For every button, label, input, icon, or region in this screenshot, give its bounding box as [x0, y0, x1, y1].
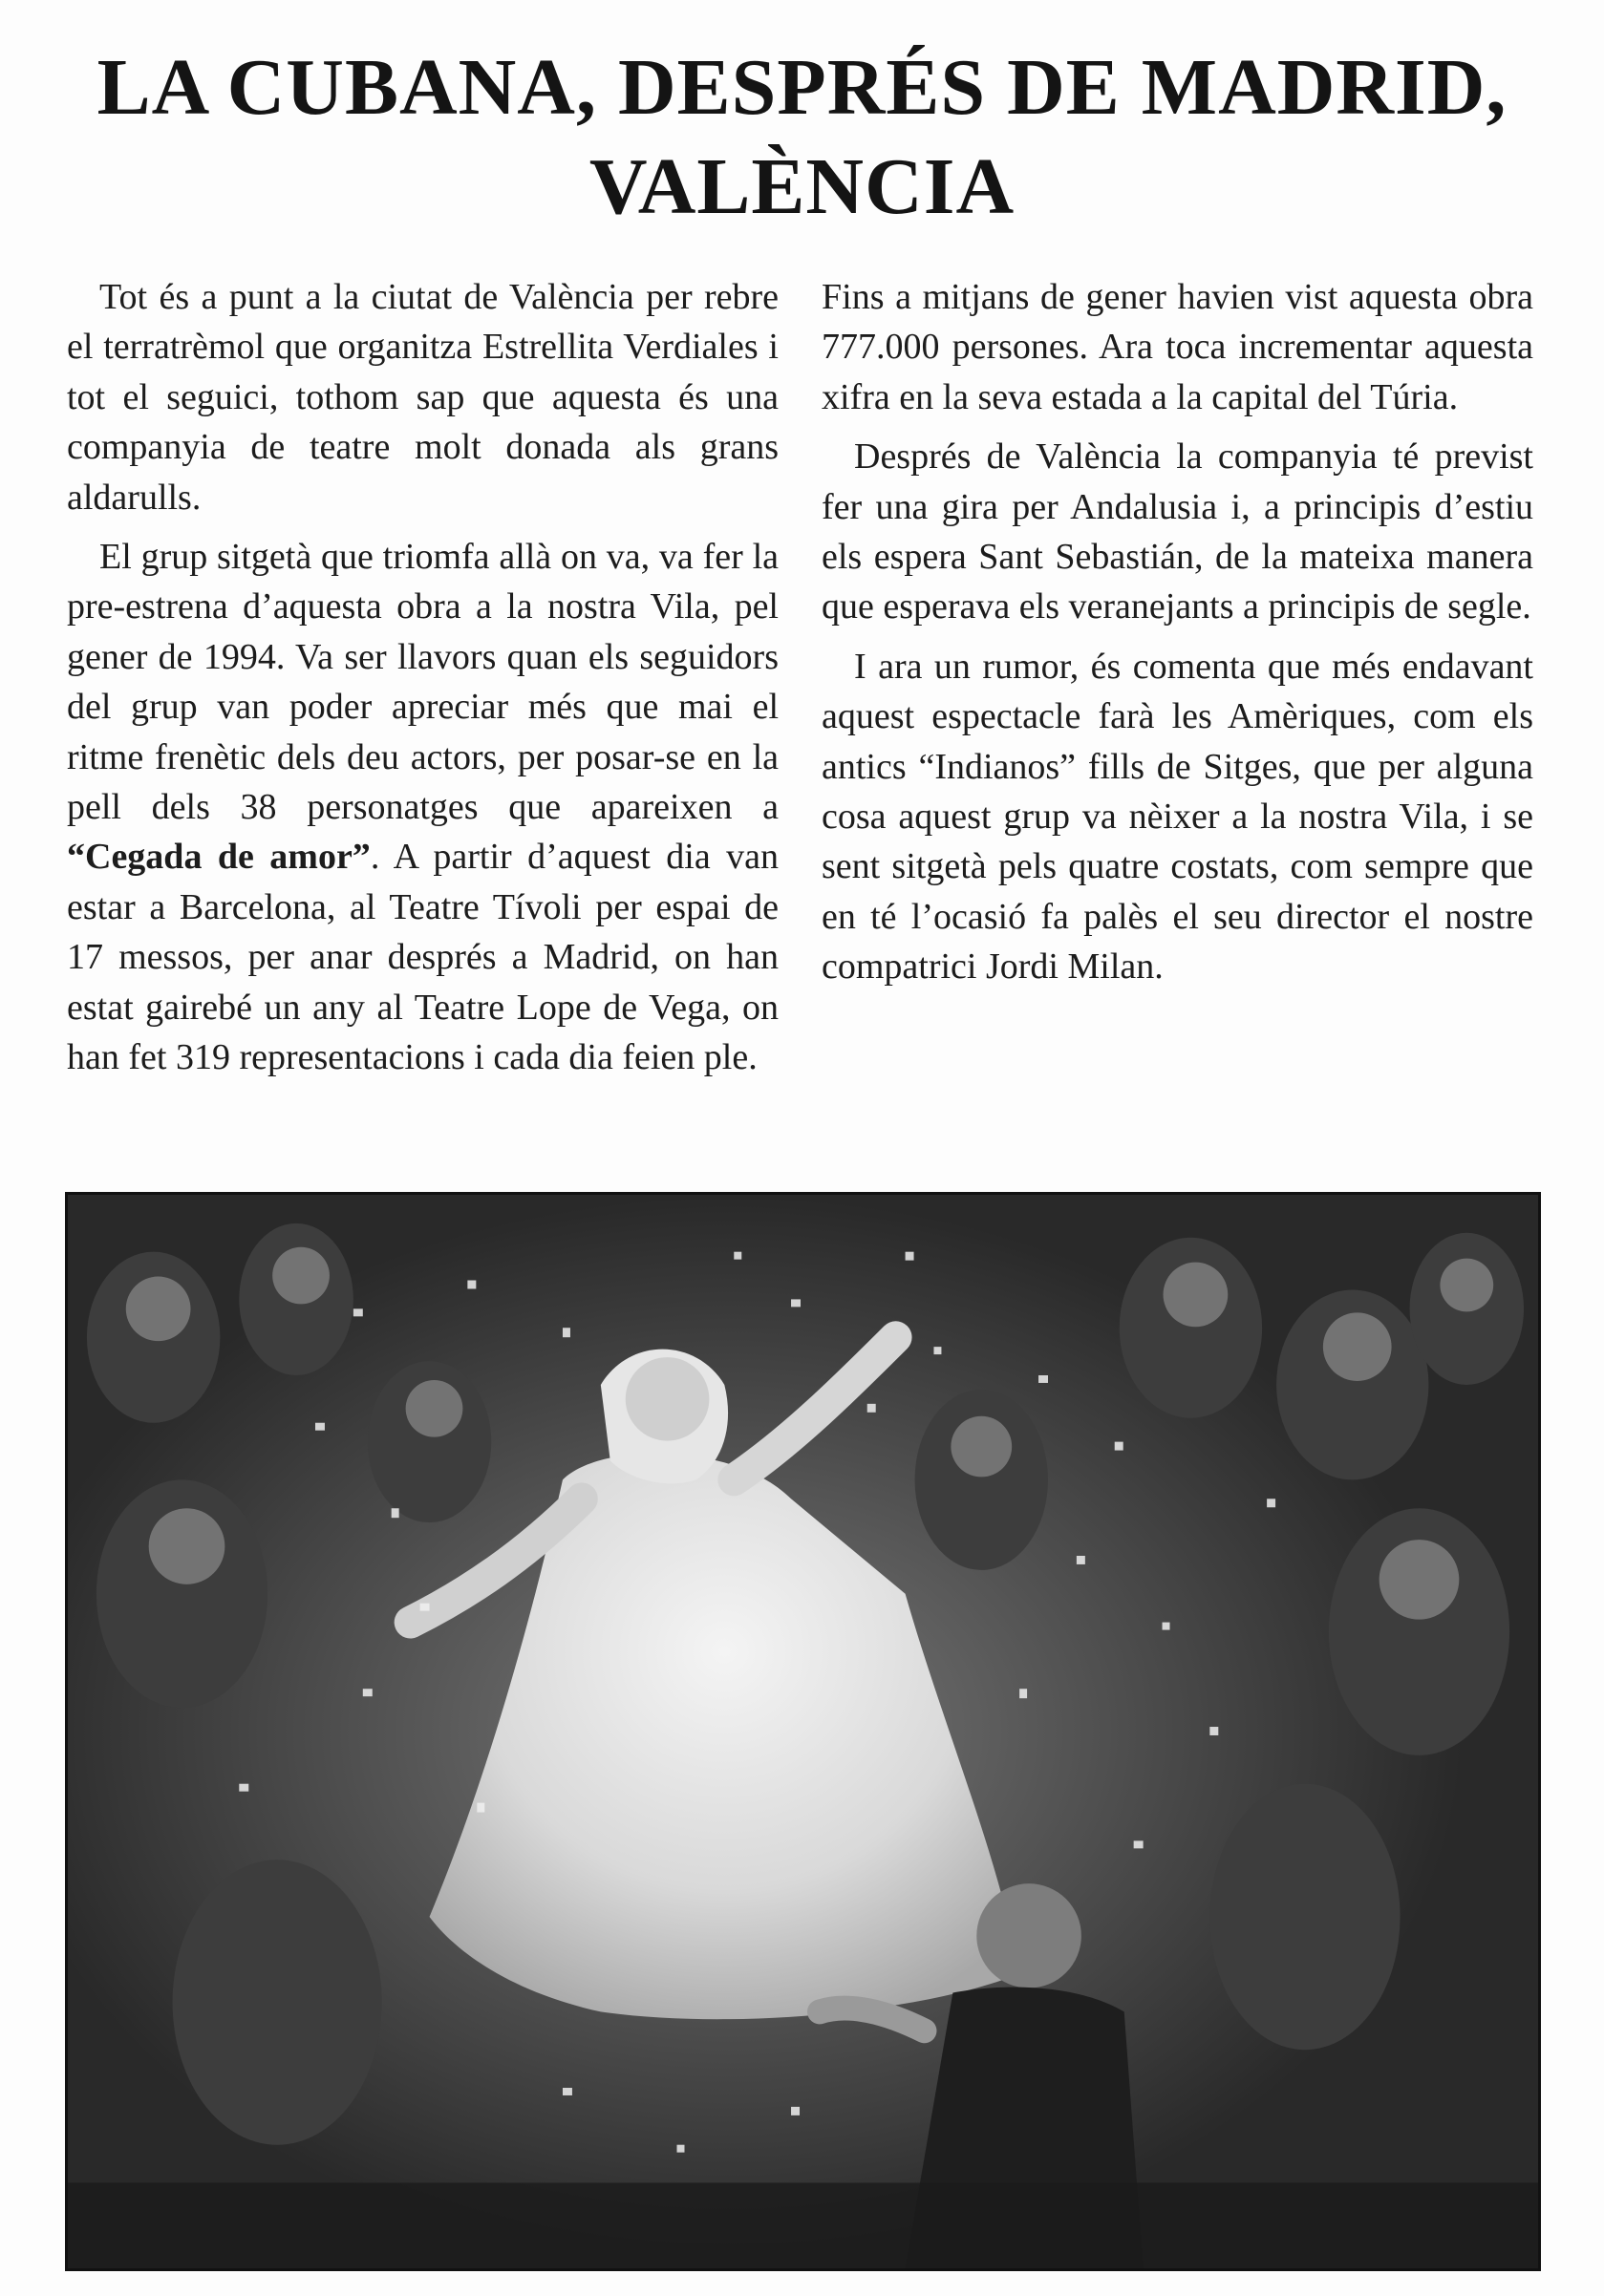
left-paragraph-1: Tot és a punt a la ciutat de València per rebre el terratrèmol que organitza Estrellita Verdiales i tot el seguici, tothom sap que aquesta és una companyia de teatre molt donada als grans aldarulls.	[67, 277, 779, 518]
left-paragraph-2-text-b: . A partir d’aquest dia van estar a Barcelona, al Teatre Tívoli per espai de 17 messos, per anar després a Madrid, on han estat gairebé un any al Teatre Lope de Vega, on han fet 319 representacions i cada dia feien ple.	[67, 837, 779, 1078]
play-title: “Cegada de amor”	[67, 837, 371, 878]
right-column	[822, 272, 1533, 1002]
left-paragraph-2-text-a: El grup sitgetà que triomfa allà on va, va fer la pre-estrena d’aquesta obra a la nostra Vila, pel gener de 1994. Va ser llavors quan els seguidors del grup van poder apreciar més que mai el ritme frenètic dels deu actors, per posar-se en la pell dels 38 personatges que apareixen a	[67, 537, 779, 828]
right-paragraph-1: Fins a mitjans de gener havien vist aquesta obra 777.000 persones. Ara toca incrementar aquesta xifra en la seva estada a la capital del Túria.	[822, 277, 1533, 417]
headline-line-1: LA CUBANA, DESPRÉS DE MADRID,	[96, 43, 1508, 132]
right-paragraph-2: Després de València la companyia té previst fer una gira per Andalusia i, a principis d’estiu els espera Sant Sebastián, de la mateixa manera que esperava els veranejants a principis de segle.	[822, 436, 1533, 627]
stage-photo	[65, 1192, 1541, 2271]
right-paragraph-3: I ara un rumor, és comenta que més endavant aquest espectacle farà les Amèriques, com els antics “Indianos” fills de Sitges, que per alguna cosa aquest grup va nèixer a la nostra Vila, i se sent sitgetà pels quatre costats, com sempre que en té l’ocasió fa palès el seu director el nostre compatrici Jordi Milan.	[822, 646, 1533, 988]
stage-photo-illustration	[68, 1195, 1538, 2268]
left-paragraph-2	[67, 532, 779, 1082]
article-headline	[57, 38, 1547, 237]
left-column	[67, 272, 779, 1093]
stage-floor-shadow	[68, 2182, 1538, 2268]
headline-line-2: VALÈNCIA	[588, 142, 1016, 231]
article-body	[67, 272, 1543, 1151]
